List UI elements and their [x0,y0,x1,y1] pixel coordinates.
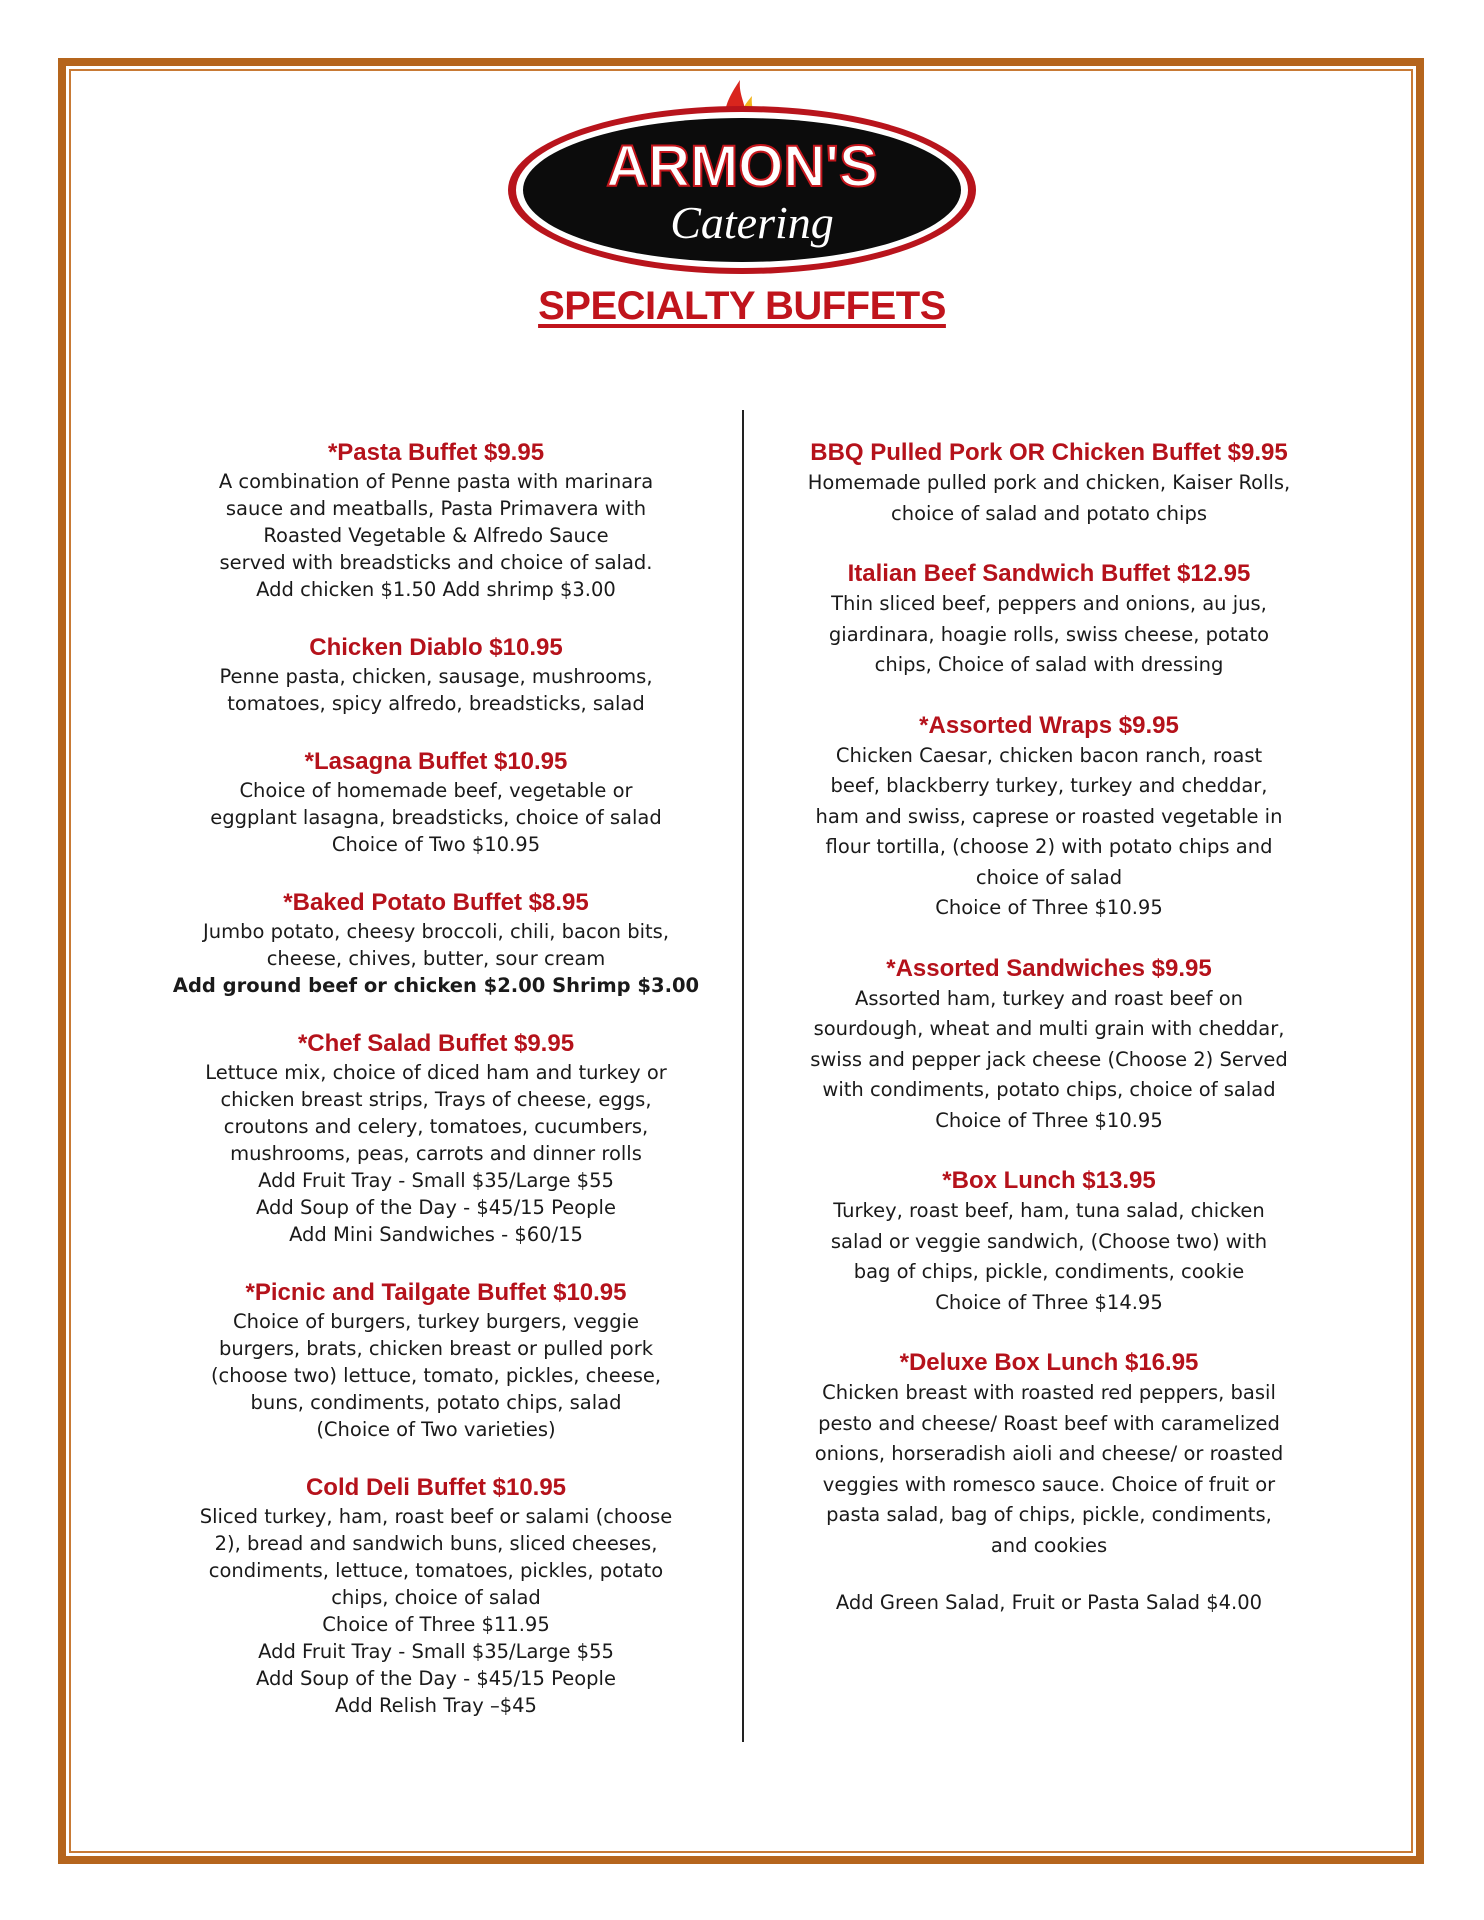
menu-item-deluxe-box-lunch [774,1348,1324,1561]
menu-item-lasagna-buffet [164,747,708,858]
item-description: Jumbo potato, cheesy broccoli, chili, bacon bits, cheese, chives, butter, sour cream [202,920,670,970]
right-column [774,438,1324,1614]
item-title: *Box Lunch $13.95 [942,1167,1156,1194]
menu-item-box-lunch [774,1166,1324,1318]
item-title: BBQ Pulled Pork OR Chicken Buffet $9.95 [810,439,1288,466]
item-description: Assorted ham, turkey and roast beef on sourdough, wheat and multi grain with cheddar, swiss and pepper jack cheese (Choose 2) Served with condiments, potato chips, choice of salad Choice of Three $10.95 [810,986,1288,1132]
item-description: Lettuce mix, choice of diced ham and turkey or chicken breast strips, Trays of cheese, eggs, croutons and celery, tomatoes, cucumbers, mushrooms, peas, carrots and dinner rolls Add Fruit Tray - Small $35/Large $55 Add Soup of the Day - $45/15 People Add Mini Sandwiches - $60/15 [205,1061,667,1246]
page-title: SPECIALTY BUFFETS [538,284,946,328]
item-description: Penne pasta, chicken, sausage, mushrooms, tomatoes, spicy alfredo, breadsticks, salad [219,665,653,715]
logo-name: ARMON'S [606,134,878,199]
logo-subtitle: Catering [670,197,834,248]
column-divider [742,410,744,1742]
item-description: A combination of Penne pasta with marinara sauce and meatballs, Pasta Primavera with Roasted Vegetable & Alfredo Sauce served with breadsticks and choice of salad. Add chicken $1.50 Add shrimp $3.00 [218,470,654,601]
item-description: Choice of homemade beef, vegetable or eggplant lasagna, breadsticks, choice of salad Choice of Two $10.95 [210,779,662,856]
item-description: Chicken Caesar, chicken bacon ranch, roast beef, blackberry turkey, turkey and cheddar, ham and swiss, caprese or roasted vegetable in flour tortilla, (choose 2) with potato chips and choice of salad Choice of Three $10.95 [815,743,1283,919]
menu-item-chicken-diablo [164,633,708,717]
item-title: *Assorted Wraps $9.95 [919,711,1179,739]
item-title: *Picnic and Tailgate Buffet $10.95 [245,1279,627,1306]
item-title: *Chef Salad Buffet $9.95 [297,1030,575,1057]
salad-addon-note: Add Green Salad, Fruit or Pasta Salad $4.00 [835,1591,1263,1614]
item-title: Cold Deli Buffet $10.95 [305,1474,567,1501]
menu-item-baked-potato-buffet [164,888,708,999]
item-description: Sliced turkey, ham, roast beef or salami (choose 2), bread and sandwich buns, sliced cheeses, condiments, lettuce, tomatoes, pickles, potato chips, choice of salad Choice of Three $11.95 Add Fruit Tray - Small $35/Large $55 Add Soup of the Day - $45/15 People Add Relish Tray –$45 [199,1505,673,1717]
item-title: *Baked Potato Buffet $8.95 [283,889,589,916]
item-description: Choice of burgers, turkey burgers, veggie burgers, brats, chicken breast or pulled pork (choose two) lettuce, tomato, pickles, cheese, buns, condiments, potato chips, salad (Choice of Two varieties) [210,1310,662,1441]
item-title: *Pasta Buffet $9.95 [327,439,545,466]
left-column [164,438,708,1749]
item-title: *Lasagna Buffet $10.95 [304,748,568,775]
item-description: Thin sliced beef, peppers and onions, au jus, giardinara, hoagie rolls, swiss cheese, potato chips, Choice of salad with dressing [828,592,1270,676]
menu-item-bbq-pulled-pork-buffet [774,438,1324,529]
item-description: Homemade pulled pork and chicken, Kaiser Rolls, choice of salad and potato chips [807,471,1291,525]
menu-item-assorted-sandwiches [774,954,1324,1137]
menu-item-italian-beef-buffet [774,559,1324,681]
item-title: Chicken Diablo $10.95 [309,634,563,661]
item-title: *Deluxe Box Lunch $16.95 [899,1349,1199,1376]
menu-item-chef-salad-buffet [164,1029,708,1248]
menu-item-picnic-tailgate-buffet [164,1278,708,1443]
item-description: Chicken breast with roasted red peppers, basil pesto and cheese/ Roast beef with caramelized onions, horseradish aioli and cheese/ or roasted veggies with romesco sauce. Choice of fruit or pasta salad, bag of chips, pickle, condiments, and cookies [814,1381,1284,1557]
item-title: Italian Beef Sandwich Buffet $12.95 [847,560,1251,587]
menu-item-pasta-buffet [164,438,708,603]
armons-catering-logo [502,78,982,278]
item-description: Turkey, roast beef, ham, tuna salad, chicken salad or veggie sandwich, (Choose two) with bag of chips, pickle, condiments, cookie Choice of Three $14.95 [830,1199,1268,1314]
item-title: *Assorted Sandwiches $9.95 [886,954,1212,982]
menu-item-cold-deli-buffet [164,1473,708,1719]
item-addon-note: Add ground beef or chicken $2.00 Shrimp $3.00 [172,974,700,997]
menu-item-assorted-wraps [774,711,1324,924]
